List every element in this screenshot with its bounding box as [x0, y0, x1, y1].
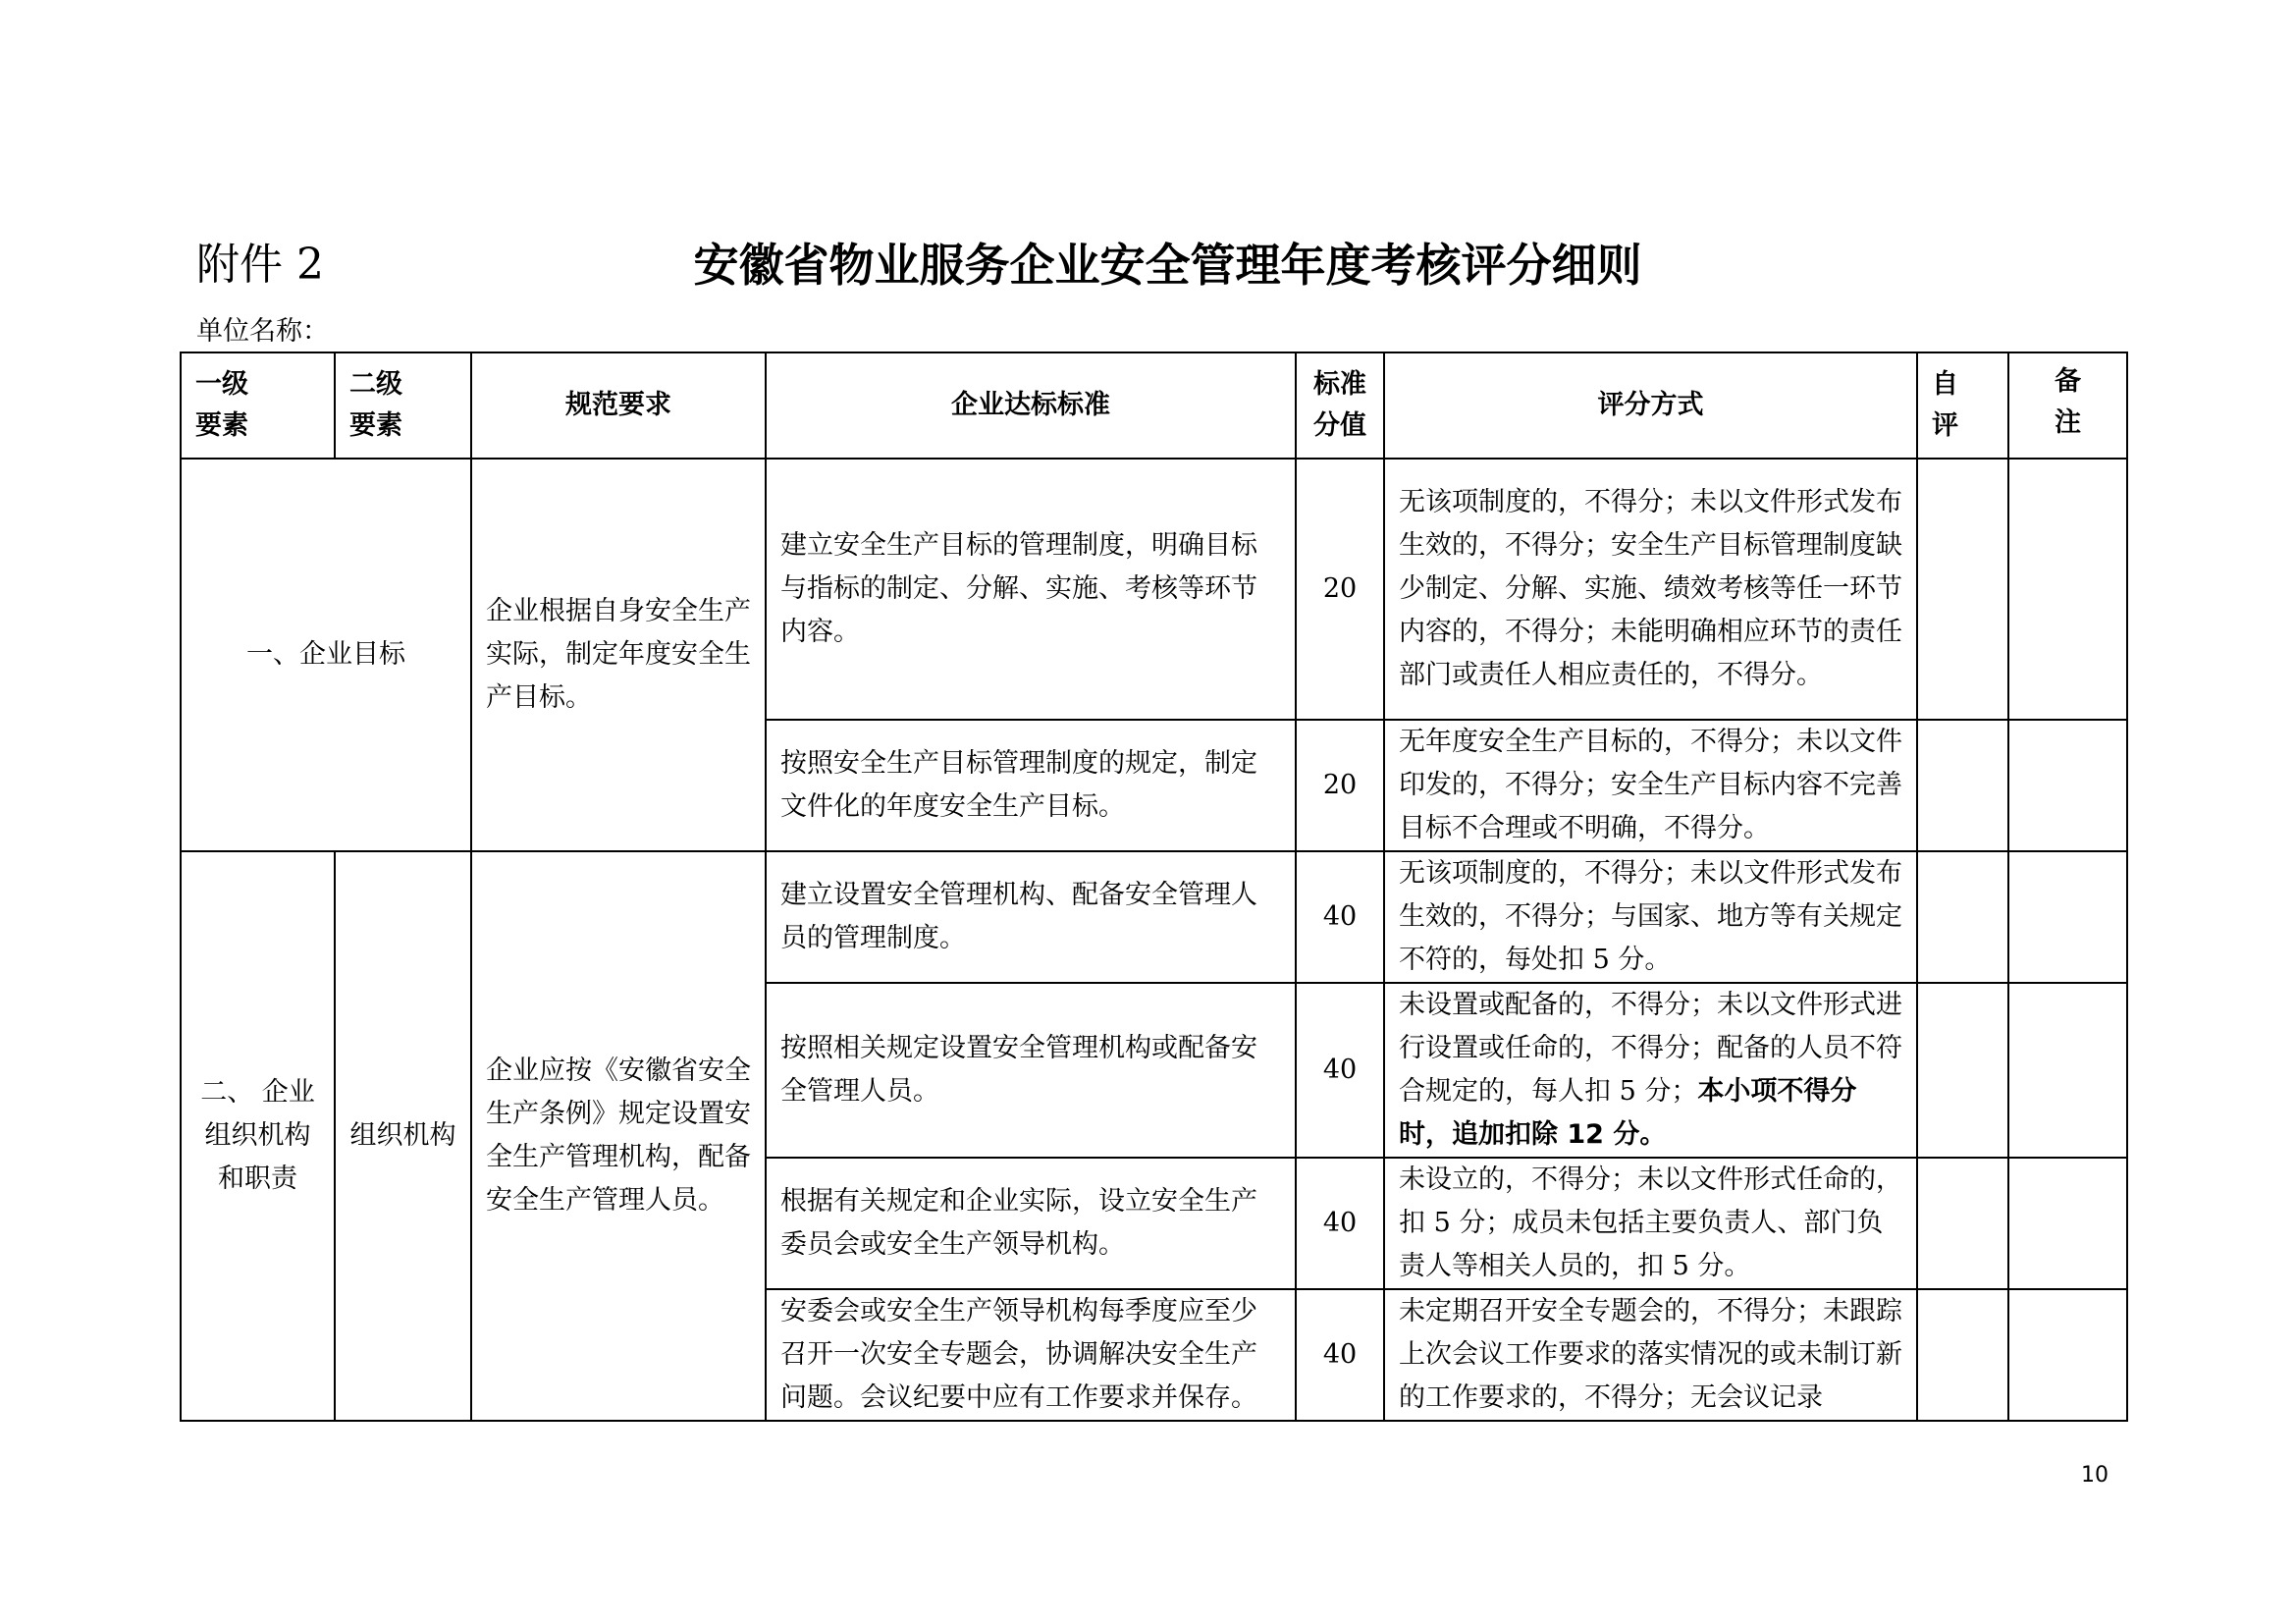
section2-row2-method [1384, 983, 1917, 1158]
section2-row2-score: 40 [1296, 983, 1384, 1158]
section2-level2: 组织机构 [335, 851, 471, 1421]
section2-row2-standard: 按照相关规定设置安全管理机构或配备安全管理人员。 [766, 983, 1296, 1158]
section2-row2-method-bold: 本小项不得分时，追加扣除 12 分。 [1399, 1076, 1857, 1150]
section2-row4-self-eval[interactable] [1917, 1289, 2008, 1421]
section2-level1: 二、 企业组织机构和职责 [181, 851, 335, 1421]
section1-row2-note[interactable] [2008, 720, 2127, 851]
table-header-row [181, 352, 2127, 459]
section2-row3-standard: 根据有关规定和企业实际，设立安全生产委员会或安全生产领导机构。 [766, 1158, 1296, 1289]
section2-row4-method: 未定期召开安全专题会的，不得分；未跟踪上次会议工作要求的落实情况的或未制订新的工作要求的，不得分；无会议记录 [1384, 1289, 1917, 1421]
section1-requirement: 企业根据自身安全生产实际，制定年度安全生产目标。 [471, 459, 766, 851]
unit-name-label: 单位名称： [196, 316, 329, 347]
section1-level1: 一、企业目标 [181, 459, 471, 851]
section2-row1-score: 40 [1296, 851, 1384, 983]
section2-row2-self-eval[interactable] [1917, 983, 2008, 1158]
section2-row1-method: 无该项制度的，不得分；未以文件形式发布生效的，不得分；与国家、地方等有关规定不符的，每处扣 5 分。 [1384, 851, 1917, 983]
scoring-table [180, 352, 2128, 1422]
header-method: 评分方式 [1384, 352, 1917, 459]
header-self-eval: 自 评 [1917, 352, 2008, 459]
section1-row2-score: 20 [1296, 720, 1384, 851]
header-score: 标准 分值 [1296, 352, 1384, 459]
section2-row4-standard: 安委会或安全生产领导机构每季度应至少召开一次安全专题会，协调解决安全生产问题。会议纪要中应有工作要求并保存。 [766, 1289, 1296, 1421]
section2-row3-note[interactable] [2008, 1158, 2127, 1289]
section2-row1-note[interactable] [2008, 851, 2127, 983]
section1-row2-standard: 按照安全生产目标管理制度的规定，制定文件化的年度安全生产目标。 [766, 720, 1296, 851]
section1-row2-self-eval[interactable] [1917, 720, 2008, 851]
section1-row1-standard: 建立安全生产目标的管理制度，明确目标与指标的制定、分解、实施、考核等环节内容。 [766, 459, 1296, 720]
section1-row1-note[interactable] [2008, 459, 2127, 720]
section1-row2-method: 无年度安全生产目标的，不得分；未以文件印发的，不得分；安全生产目标内容不完善目标不合理或不明确，不得分。 [1384, 720, 1917, 851]
header-standard: 企业达标标准 [766, 352, 1296, 459]
section2-row1-self-eval[interactable] [1917, 851, 2008, 983]
attachment-label: 附件 2 [196, 240, 324, 290]
section1-row1-self-eval[interactable] [1917, 459, 2008, 720]
document-title: 安徽省物业服务企业安全管理年度考核评分细则 [693, 239, 1642, 292]
section2-row4-note[interactable] [2008, 1289, 2127, 1421]
table-row [181, 851, 2127, 983]
header-note: 备 注 [2008, 352, 2127, 459]
section2-row2-method-text: 未设置或配备的，不得分；未以文件形式进行设置或任命的，不得分；配备的人员不符合规定的，每人扣 5 分； [1399, 990, 1902, 1107]
section2-row3-score: 40 [1296, 1158, 1384, 1289]
header-level1: 一级 要素 [181, 352, 335, 459]
section2-row2-note[interactable] [2008, 983, 2127, 1158]
section2-row3-self-eval[interactable] [1917, 1158, 2008, 1289]
header-level2: 二级 要素 [335, 352, 471, 459]
section1-row1-method: 无该项制度的，不得分；未以文件形式发布生效的，不得分；安全生产目标管理制度缺少制定、分解、实施、绩效考核等任一环节内容的，不得分；未能明确相应环节的责任部门或责任人相应责任的，不得分。 [1384, 459, 1917, 720]
table-row [181, 459, 2127, 720]
section2-row1-standard: 建立设置安全管理机构、配备安全管理人员的管理制度。 [766, 851, 1296, 983]
section2-row3-method: 未设立的，不得分；未以文件形式任命的，扣 5 分；成员未包括主要负责人、部门负责人等相关人员的，扣 5 分。 [1384, 1158, 1917, 1289]
page-number: 10 [2081, 1463, 2109, 1488]
section1-row1-score: 20 [1296, 459, 1384, 720]
section2-requirement: 企业应按《安徽省安全生产条例》规定设置安全生产管理机构，配备安全生产管理人员。 [471, 851, 766, 1421]
header-requirement: 规范要求 [471, 352, 766, 459]
section2-row4-score: 40 [1296, 1289, 1384, 1421]
